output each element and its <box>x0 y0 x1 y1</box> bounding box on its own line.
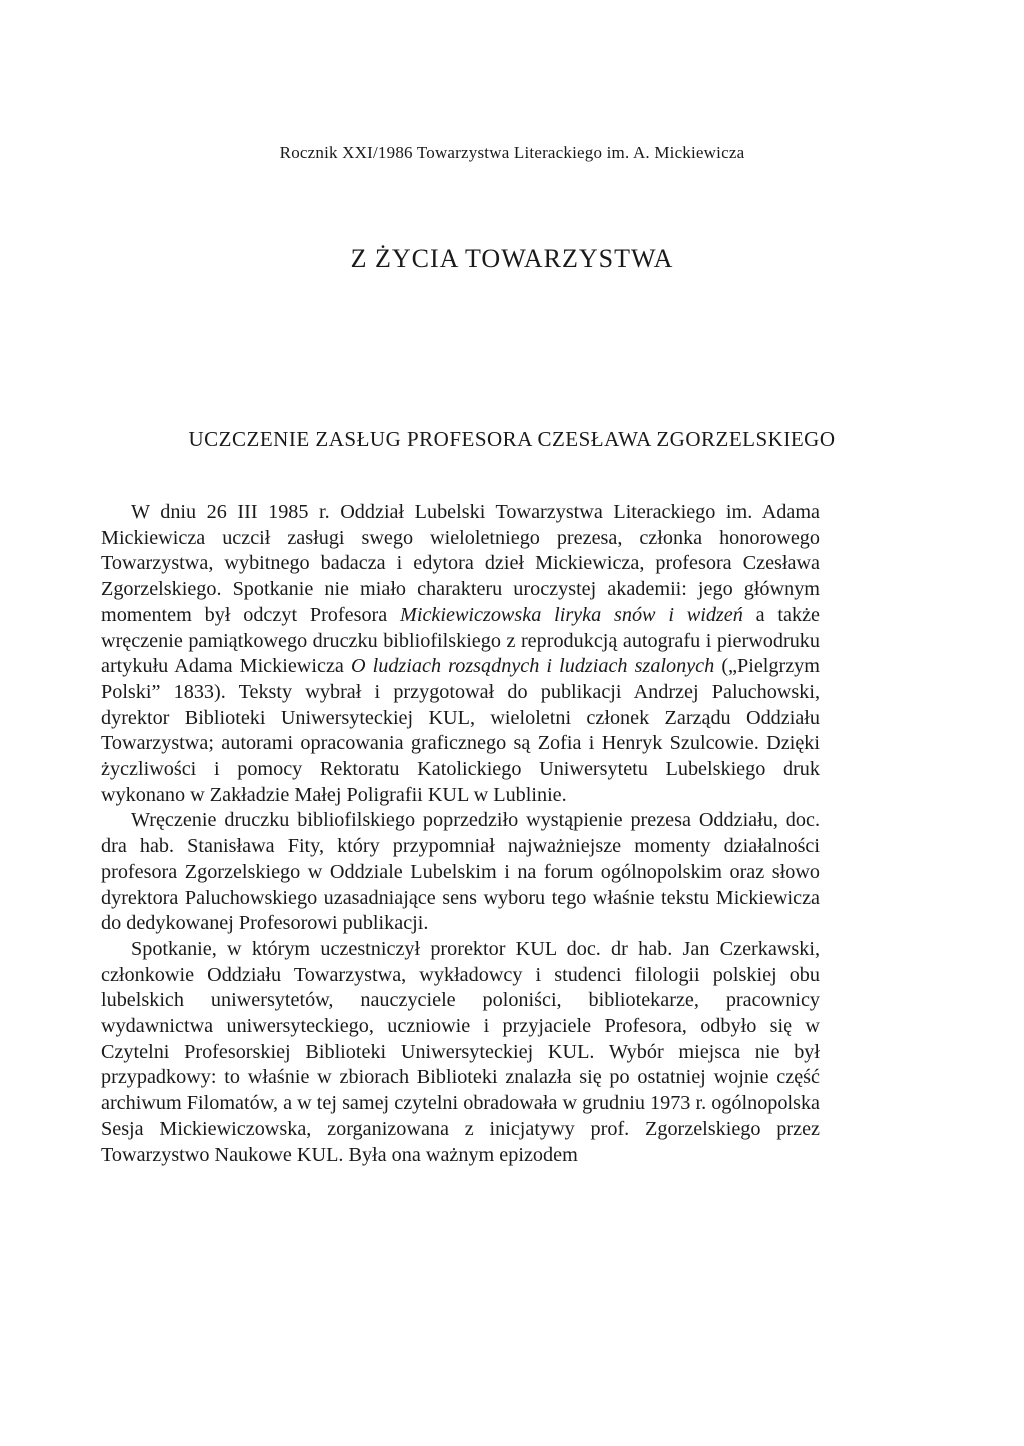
section-title: Z ŻYCIA TOWARZYSTWA <box>350 244 674 273</box>
paragraph-1-text-e: („Pielgrzym Polski” 1833). Teksty wybrał i przygotował do publikacji Andrzej Paluchowski, dyrektor Biblioteki Uniwersyteckiej KUL, wieloletni członek Zarządu Oddziału Towarzystwa; autorami opracowania graficznego są Zofia i Henryk Szulcowie. Dzięki życzliwości i pomocy Rektoratu Katolickiego Uniwersytetu Lubelskiego druk wykonano w Zakładzie Małej Poligrafii KUL w Lublinie. <box>101 655 820 806</box>
paragraph-1-text-c: a także wręczenie pamiątkowego druczku bibliofilskiego z reprodukcją autografu i pierwodruku artykułu Adama Mickiewicza <box>101 603 820 678</box>
paragraph-3: Spotkanie, w którym uczestniczył prorektor KUL doc. dr hab. Jan Czerkawski, członkowie Oddziału Towarzystwa, wykładowcy i studenci filologii polskiej obu lubelskich uniwersytetów, nauczyciele poloniści, bibliotekarze, pracownicy wydawnictwa uniwersyteckiego, uczniowie i przyjaciele Profesora, odbyło się w Czytelni Profesorskiej Biblioteki Uniwersyteckiej KUL. Wybór miejsca nie był przypadkowy: to właśnie w zbiorach Biblioteki znalazła się po ostatniej wojnie część archiwum Filomatów, a w tej samej czytelni obradowała w grudniu 1973 r. ogólnopolska Sesja Mickiewiczowska, zorganizowana z inicjatywy prof. Zgorzelskiego przez Towarzystwo Naukowe KUL. Była ona ważnym epizodem <box>101 937 820 1166</box>
article-work-title: O ludziach rozsądnych i ludziach szalonych <box>350 655 715 678</box>
paragraph-1 <box>101 500 820 808</box>
article-body <box>101 500 820 1168</box>
running-head: Rocznik XXI/1986 Towarzystwa Literackiego im. A. Mickiewicza <box>279 143 745 162</box>
paragraph-2: Wręczenie druczku bibliofilskiego poprzedziło wystąpienie prezesa Oddziału, doc. dra hab. Stanisława Fity, który przypomniał najważniejsze momenty działalności profesora Zgorzelskiego w Oddziale Lubelskim i na forum ogólnopolskim oraz słowo dyrektora Paluchowskiego uzasadniające sens wyboru tego właśnie tekstu Mickiewicza do dedykowanej Profesorowi publikacji. <box>101 809 820 935</box>
article-title: UCZCZENIE ZASŁUG PROFESORA CZESŁAWA ZGORZELSKIEGO <box>188 427 836 451</box>
lecture-title: Mickiewiczowska liryka snów i widzeń <box>400 603 743 626</box>
paragraph-1-text-a: W dniu 26 III 1985 r. Oddział Lubelski Towarzystwa Literackiego im. Adama Mickiewicza uczcił zasługi swego wieloletniego prezesa, członka honorowego Towarzystwa, wybitnego badacza i edytora dzieł Mickiewicza, profesora Czesława Zgorzelskiego. Spotkanie nie miało charakteru uroczystej akademii: jego głównym momentem był odczyt Profesora <box>101 501 820 626</box>
